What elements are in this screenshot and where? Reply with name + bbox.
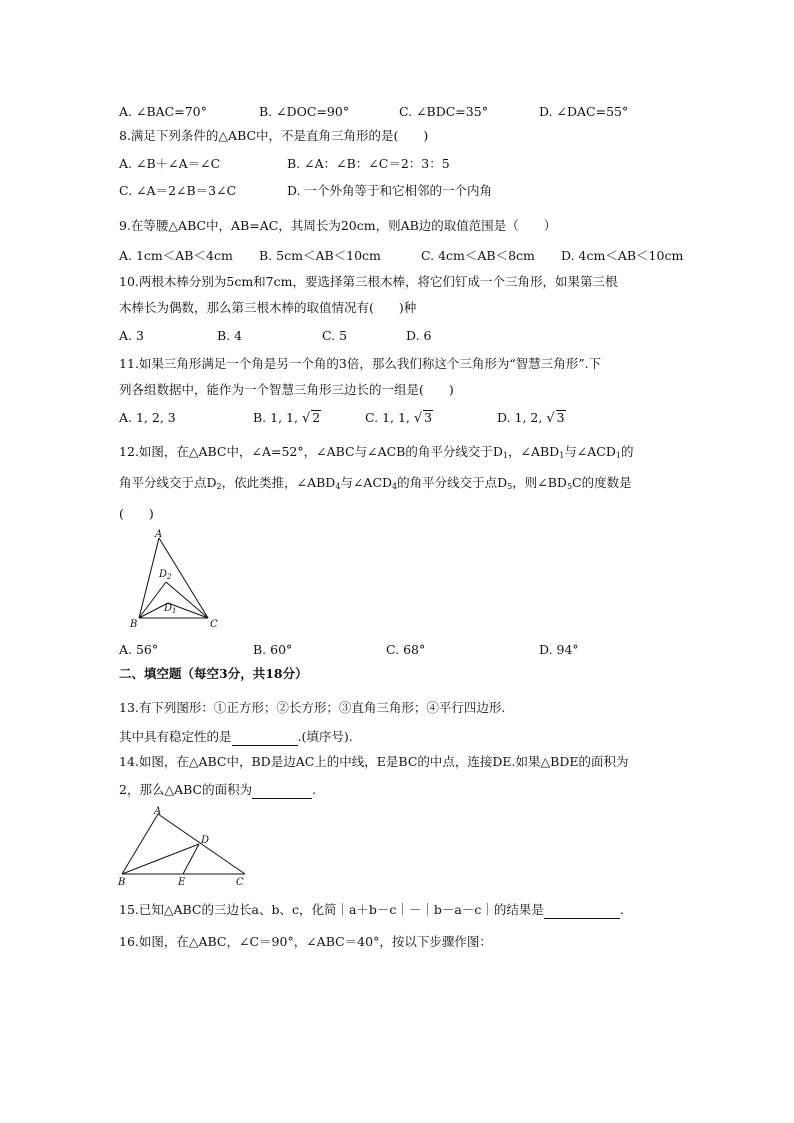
- q12-text: C的度数是: [572, 475, 632, 490]
- q9-option-a: A. 1cm＜AB＜4cm: [119, 248, 233, 263]
- label-c: C: [210, 619, 218, 630]
- q11-option-b: [253, 410, 321, 427]
- q8-stem: 8.满足下列条件的△ABC中，不是直角三角形的是( ): [119, 128, 429, 143]
- edge-ab: [122, 814, 158, 874]
- q12-text: 与∠ACD: [564, 444, 616, 459]
- sqrt-icon: √: [413, 411, 423, 426]
- q14-text: 2，那么△ABC的面积为: [119, 782, 253, 797]
- label-a: A: [154, 806, 162, 817]
- q10-option-c: C. 5: [322, 328, 348, 343]
- q10-option-a: A. 3: [119, 328, 144, 343]
- q16-line1: 16.如图，在△ABC，∠C＝90°，∠ABC＝40°，按以下步骤作图：: [119, 934, 492, 949]
- q12-text: ，依此类推，∠ABD: [221, 475, 336, 490]
- q7-option-d: D. ∠DAC=55°: [539, 104, 629, 119]
- label-c: C: [236, 877, 244, 888]
- q7-option-a: A. ∠BAC=70°: [119, 104, 207, 119]
- subscript: 1: [559, 451, 565, 460]
- label-b: B: [118, 877, 126, 888]
- q8-option-b: B. ∠A：∠B：∠C＝2：3：5: [287, 156, 450, 171]
- label-e: E: [178, 877, 186, 888]
- q11-option-c-prefix: C. 1, 1,: [365, 410, 414, 425]
- q12-text: 12.如图，在△ABC中，∠A=52°，∠ABC与∠ACB的角平分线交于D: [119, 444, 503, 459]
- q9-option-c: C. 4cm＜AB＜8cm: [421, 248, 535, 263]
- segment-de: [183, 844, 199, 874]
- q11-option-c-radicand: 3: [424, 410, 433, 425]
- q10-line2: 木棒长为偶数，那么第三根木棒的取值情况有( )种: [119, 300, 417, 315]
- q11-option-b-radicand: 2: [312, 410, 321, 425]
- q11-option-c: [365, 410, 433, 427]
- label-d: D: [201, 835, 210, 846]
- q13-text: 其中具有稳定性的是: [119, 729, 232, 744]
- sqrt-icon: √: [546, 411, 555, 426]
- q12-line3: ( ): [119, 506, 154, 521]
- q12-text: 的: [620, 444, 634, 459]
- sqrt-icon: √: [301, 411, 311, 426]
- label-b: B: [130, 619, 138, 630]
- q11-line1: 11.如果三角形满足一个角是另一个角的3倍，那么我们称这个三角形为“智慧三角形”.下: [119, 356, 602, 371]
- q10-option-b: B. 4: [217, 328, 243, 343]
- q12-line2: [119, 475, 632, 495]
- q9-option-d: D. 4cm＜AB＜10cm: [561, 248, 684, 263]
- q12-option-d: D. 94°: [539, 642, 579, 657]
- subscript: 5: [507, 482, 513, 491]
- q13-line2: [119, 729, 353, 746]
- subscript: 4: [392, 482, 398, 491]
- q12-option-a: A. 56°: [119, 642, 159, 657]
- q12-text: ，则∠BD: [512, 475, 567, 490]
- q9-option-b: B. 5cm＜AB＜10cm: [259, 248, 381, 263]
- q12-line1: [119, 444, 634, 464]
- q11-option-a: A. 1, 2, 3: [119, 410, 176, 425]
- q10-line1: 10.两根木棒分别为5cm和7cm，要选择第三根木棒，将它们钉成一个三角形，如果第三根: [119, 274, 618, 289]
- q8-option-d: D. 一个外角等于和它相邻的一个内角: [287, 183, 493, 198]
- q12-text: 角平分线交于点D: [119, 475, 217, 490]
- q11-option-b-prefix: B. 1, 1,: [253, 410, 302, 425]
- subscript: 4: [335, 482, 341, 491]
- subscript: 5: [566, 482, 573, 491]
- subscript: 1: [615, 451, 621, 460]
- q13-line1: 13.有下列图形：①正方形；②长方形；③直角三角形；④平行四边形.: [119, 700, 506, 715]
- q12-text: 与∠ACD: [340, 475, 393, 490]
- q11-option-d: [497, 410, 566, 427]
- q7-option-c: C. ∠BDC=35°: [399, 104, 488, 119]
- q12-text: ，∠ABD: [507, 444, 560, 459]
- q12-option-c: C. 68°: [386, 642, 426, 657]
- q15-text: 15.已知△ABC的三边长a、b、c，化简｜a＋b－c｜－｜b－a－c｜的结果是: [119, 902, 544, 917]
- label-d1: $D_1$: [164, 603, 177, 615]
- q11-option-d-prefix: D. 1, 2,: [497, 410, 547, 425]
- section-fill-in-title: 二、填空题（每空3分，共18分）: [119, 666, 308, 681]
- q8-option-a: A. ∠B＋∠A＝∠C: [119, 156, 221, 171]
- q7-option-b: B. ∠DOC=90°: [259, 104, 350, 119]
- q11-option-d-radicand: 3: [556, 410, 565, 425]
- q13-text: .(填序号).: [297, 729, 353, 744]
- q8-option-c: C. ∠A＝2∠B＝3∠C: [119, 183, 237, 198]
- q15-text: .: [619, 902, 624, 917]
- q14-triangle-figure: [114, 806, 254, 890]
- q14-text: .: [312, 782, 317, 797]
- q15-line: [119, 902, 624, 919]
- answer-blank[interactable]: [544, 902, 620, 919]
- q12-text: 的角平分线交于点D: [397, 475, 508, 490]
- q14-line1: 14.如图，在△ABC中，BD是边AC上的中线，E是BC的中点，连接DE.如果△BDE的面积为: [119, 754, 629, 769]
- edge-ab: [139, 538, 159, 618]
- q12-option-b: B. 60°: [253, 642, 293, 657]
- median-bd: [122, 844, 199, 874]
- label-d2: $D_2$: [159, 569, 172, 581]
- answer-blank[interactable]: [232, 729, 298, 746]
- subscript: 2: [216, 482, 222, 491]
- answer-blank[interactable]: [252, 782, 312, 799]
- q14-line2: [119, 782, 316, 799]
- label-a: A: [155, 529, 163, 540]
- q9-stem: 9.在等腰△ABC中，AB=AC，其周长为20cm，则AB边的取值范围是（ ）: [119, 218, 557, 233]
- q10-option-d: D. 6: [406, 328, 432, 343]
- subscript: 1: [502, 451, 508, 460]
- q12-triangle-figure: [128, 528, 228, 632]
- q11-line2: 列各组数据中，能作为一个智慧三角形三边长的一组是( ): [119, 382, 454, 397]
